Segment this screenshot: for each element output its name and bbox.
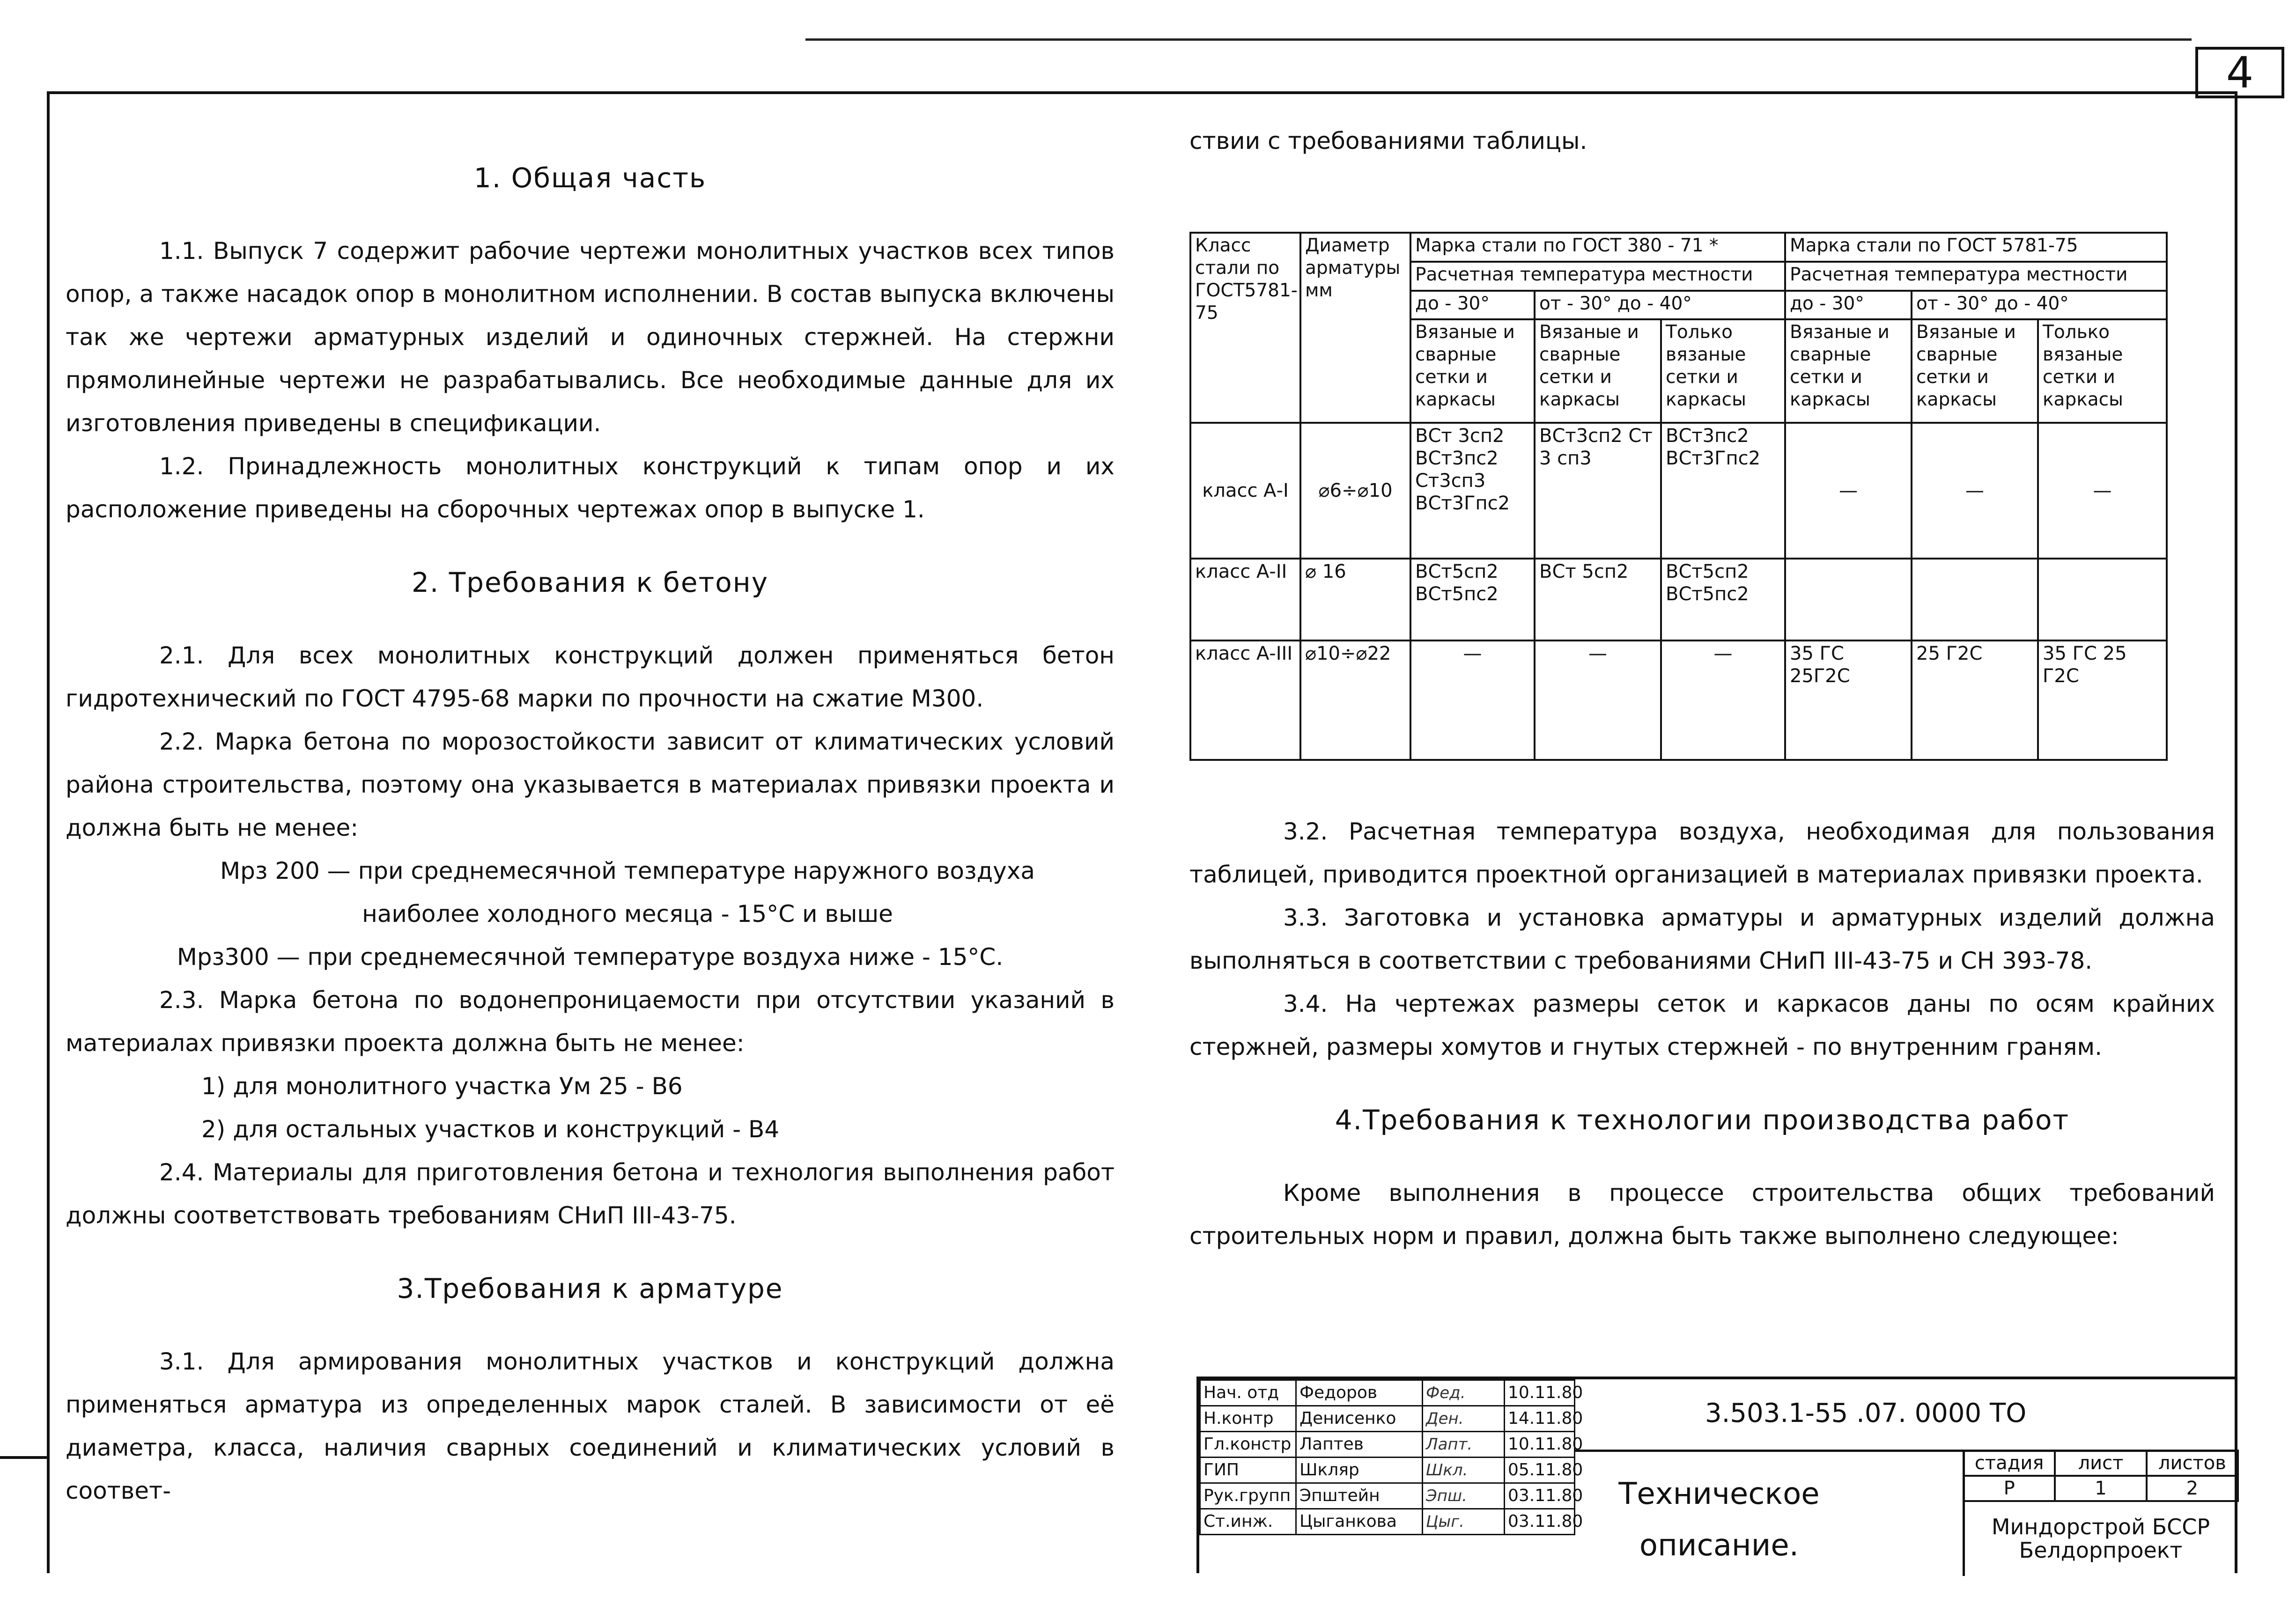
cell: — [1661,641,1785,760]
para-1-2: 1.2. Принадлежность монолитных конструкций к типам опор и их расположение приведены на сборочных чертежах опор в выпуске 1. [66,453,1115,523]
cell: ВСт 3сп2 ВСт3пс2 Ст3сп3 ВСт3Гпс2 [1410,423,1535,559]
para-3-1-continued: ствии с требованиями таблицы. [1189,127,1587,155]
cell: — [1912,423,2038,559]
para-3-3: 3.3. Заготовка и установка арматуры и арматурных изделий должна выполняться в соответствии с требованиями СНиП III-43-75 и СН 393-78. [1189,904,2215,974]
cell: ВСт3сп2 Ст 3 сп3 [1535,423,1661,559]
stage-table [1963,1450,2239,1502]
signer-name: Цыганкова [1296,1509,1423,1535]
th-gost5781: Марка стали по ГОСТ 5781-75 [1785,233,2167,262]
signer-signature: Шкл. [1423,1458,1505,1483]
table-row [1190,423,2167,559]
cell: ВСт5сп2 ВСт5пс2 [1410,559,1535,641]
th-30-40-b: от - 30° до - 40° [1912,291,2167,320]
cell-class: класс А-II [1190,559,1300,641]
th-temp-1: Расчетная температура местности [1410,262,1785,291]
signer-row [1200,1380,1575,1406]
th-sub-4: Вязаные и сварные сетки и каркасы [1785,319,1912,423]
signer-date: 10.11.80 [1505,1432,1575,1458]
th-sub-3: Только вязаные сетки и каркасы [1661,319,1785,423]
organization: Миндорстрой БССР Белдорпроект [1991,1514,2210,1563]
th-diameter: Диаметр арматуры мм [1300,233,1410,423]
th-sub-5: Вязаные и сварные сетки и каркасы [1912,319,2038,423]
cell: — [1785,423,1912,559]
para-3-4: 3.4. На чертежах размеры сеток и каркасов даны по осям крайних стержней, размеры хомутов и гнутых стержней - по внутренним граням. [1189,990,2215,1060]
top-border-line [805,38,2192,41]
para-3-1: 3.1. Для армирования монолитных участков и конструкций должна применяться арматура из определенных марок сталей. В зависимости от её диаметра, класса, наличия сварных соединений и климатических условий в соответ- [66,1348,1115,1504]
th-gost380: Марка стали по ГОСТ 380 - 71 * [1410,233,1785,262]
stage-header: стадия [1964,1450,2055,1476]
signer-role: Рук.групп [1200,1483,1296,1509]
th-to30-b: до - 30° [1785,291,1912,320]
mrz200-line: Мрз 200 — при среднемесячной температуре наружного воздуха наиболее холодного месяца - 15°С и выше [220,857,1035,928]
cell: 25 Г2С [1912,641,2038,760]
signer-date: 10.11.80 [1505,1380,1575,1406]
signer-name: Федоров [1296,1380,1423,1406]
para-2-2: 2.2. Марка бетона по морозостойкости зависит от климатических условий района строительства, поэтому она указывается в материалах привязки проекта и должна быть не менее: [66,728,1115,841]
th-temp-2: Расчетная температура местности [1785,262,2167,291]
steel-grade-table [1189,232,2168,761]
signer-signature: Фед. [1423,1380,1505,1406]
document-code: 3.503.1-55 .07. 0000 ТО [1705,1398,2027,1428]
mrz300-line: Мрз300 — при среднемесячной температуре воздуха ниже - 15°С. [177,943,1004,971]
para-2-1: 2.1. Для всех монолитных конструкций должен применяться бетон гидротехнический по ГОСТ 4795-68 марки по прочности на сжатие М300. [66,642,1115,712]
right-column-lower [1189,810,2215,1258]
cell-class: класс А-III [1190,641,1300,760]
cell [2038,559,2167,641]
th-class: Класс стали по ГОСТ5781-75 [1190,233,1300,423]
signer-signature: Лапт. [1423,1432,1505,1458]
para-2-3a: 1) для монолитного участка Ум 25 - В6 [201,1073,683,1100]
right-column [1189,119,2215,162]
signer-row [1200,1483,1575,1509]
para-4: Кроме выполнения в процессе строительства общих требований строительных норм и правил, должна быть также выполнено следующее: [1189,1179,2215,1250]
cell: ВСт5сп2 ВСт5пс2 [1661,559,1785,641]
cell: 35 ГС 25Г2С [1785,641,1912,760]
signer-row [1200,1406,1575,1432]
signer-name: Денисенко [1296,1406,1423,1432]
cell-class: класс А-I [1190,423,1300,559]
signer-name: Шкляр [1296,1458,1423,1483]
signer-date: 14.11.80 [1505,1406,1575,1432]
page-number: 4 [2195,47,2284,98]
cell: 35 ГС 25 Г2С [2038,641,2167,760]
sheet-value: 1 [2055,1476,2146,1501]
para-2-4: 2.4. Материалы для приготовления бетона и технология выполнения работ должны соответствовать требованиям СНиП III-43-75. [66,1159,1115,1229]
section-2-heading: 2. Требования к бетону [411,567,769,598]
cell: — [1410,641,1535,760]
signer-date: 03.11.80 [1505,1509,1575,1535]
sheet-header: лист [2055,1450,2146,1476]
title-block [1196,1377,2236,1573]
signer-role: Гл.констр [1200,1432,1296,1458]
cell: — [2038,423,2167,559]
section-4-heading: 4.Требования к технологии производства работ [1335,1104,2070,1136]
sheets-value: 2 [2147,1476,2238,1501]
signer-role: ГИП [1200,1458,1296,1483]
section-3-heading: 3.Требования к арматуре [397,1273,783,1304]
table-row [1190,641,2167,760]
th-to30-a: до - 30° [1410,291,1535,320]
table-row [1190,559,2167,641]
cell: — [1535,641,1661,760]
cell-diam: ⌀6÷⌀10 [1300,423,1410,559]
signer-name: Лаптев [1296,1432,1423,1458]
cell: ВСт 5сп2 [1535,559,1661,641]
signer-signature: Ден. [1423,1406,1505,1432]
para-2-3b: 2) для остальных участков и конструкций - В4 [201,1116,780,1143]
left-column [66,155,1115,1512]
document-name: Техническое описание. [1618,1477,1820,1563]
signer-role: Н.контр [1200,1406,1296,1432]
signer-role: Нач. отд [1200,1380,1296,1406]
cell [1785,559,1912,641]
th-30-40-a: от - 30° до - 40° [1535,291,1785,320]
signer-date: 05.11.80 [1505,1458,1575,1483]
edge-mark [0,1456,47,1459]
cell-diam: ⌀ 16 [1300,559,1410,641]
th-sub-1: Вязаные и сварные сетки и каркасы [1410,319,1535,423]
signer-signature: Цыг. [1423,1509,1505,1535]
signer-row [1200,1432,1575,1458]
signer-name: Эпштейн [1296,1483,1423,1509]
signer-signature: Эпш. [1423,1483,1505,1509]
para-3-2: 3.2. Расчетная температура воздуха, необходимая для пользования таблицей, приводится проектной организацией в материалах привязки проекта. [1189,818,2215,888]
signer-role: Ст.инж. [1200,1509,1296,1535]
cell-diam: ⌀10÷⌀22 [1300,641,1410,760]
cell [1912,559,2038,641]
th-sub-2: Вязаные и сварные сетки и каркасы [1535,319,1661,423]
cell: ВСт3пс2 ВСт3Гпс2 [1661,423,1785,559]
signer-row [1200,1458,1575,1483]
para-2-3: 2.3. Марка бетона по водонепроницаемости при отсутствии указаний в материалах привязки проекта должна быть не менее: [66,987,1115,1057]
signer-date: 03.11.80 [1505,1483,1575,1509]
stage-value: Р [1964,1476,2055,1501]
signature-table [1199,1379,1583,1535]
section-1-heading: 1. Общая часть [473,162,707,194]
th-sub-6: Только вязаные сетки и каркасы [2038,319,2167,423]
sheets-header: листов [2147,1450,2238,1476]
para-1-1: 1.1. Выпуск 7 содержит рабочие чертежи монолитных участков всех типов опор, а также насадок опор в монолитном исполнении. В состав выпуска включены так же чертежи арматурных изделий и одиночных стержней. На стержни прямолинейные чертежи не разрабатывались. Все необходимые данные для их изготовления приведены в спецификации. [66,237,1115,437]
signer-row [1200,1509,1575,1535]
